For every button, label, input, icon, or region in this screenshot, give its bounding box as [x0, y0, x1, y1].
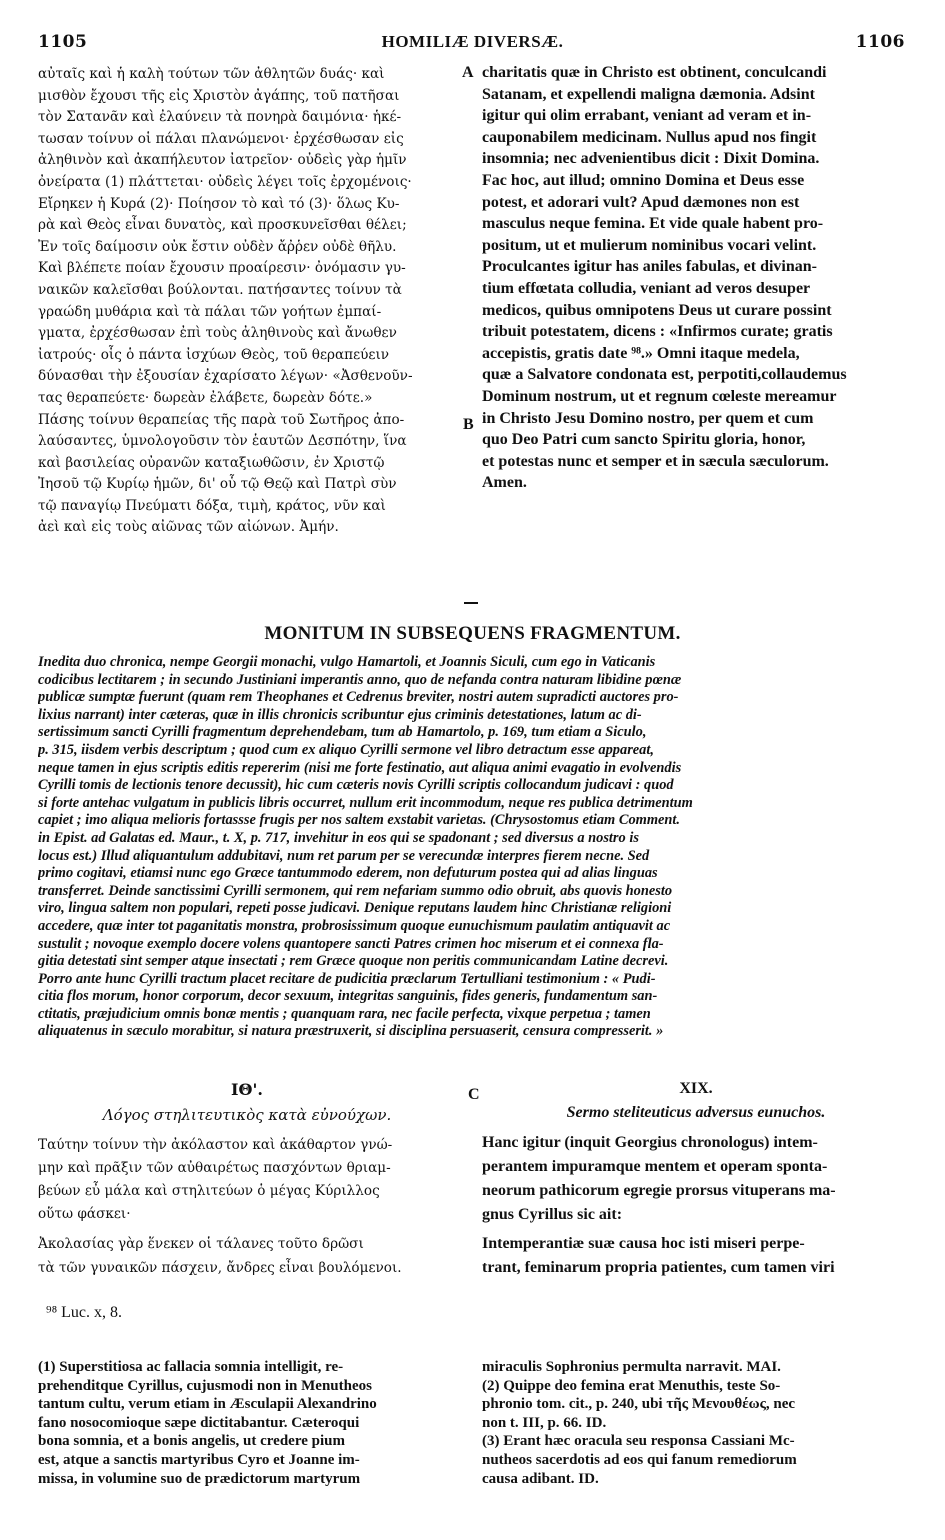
latin-text-line: quo Deo Patri cum sancto Spiritu gloria, honor, [482, 431, 806, 449]
greek-section-line: μην καὶ πρᾶξιν τῶν αὐθαιρέτως πασχόντων θριαμ- [38, 1160, 391, 1176]
footnote-line: prehenditque Cyrillus, cujusmodi non in Menutheos [38, 1377, 372, 1394]
monitum-line: sustulit ; novoque exemplo docere volens quantopere sancti Patres crimen hoc miserum et ei connexa fla- [38, 935, 664, 952]
latin-text-line: positum, ut et mulierum nominibus vocari velint. [482, 236, 817, 254]
running-title: HOMILIÆ DIVERSÆ. [381, 32, 564, 51]
latin-section-line: neorum pathicorum egregie prorsus vituperans ma- [482, 1182, 836, 1199]
latin-section-line: gnus Cyrillus sic ait: [482, 1206, 623, 1223]
greek-section-line: τὰ τῶν γυναικῶν πάσχειν, ἄνδρες εἶναι βουλόμενοι. [38, 1260, 402, 1276]
latin-text-line: in Christo Jesu Domino nostro, per quem et cum [482, 409, 814, 427]
latin-text-line: cauponabilem medicinam. Nullus apud nos fingit [482, 128, 817, 146]
greek-text-line: τωσαν τοίνυν οἱ πάλαι πλανώμενοι· ἐρχέσθωσαν εἰς [38, 130, 404, 147]
greek-text-line: Ἐν τοῖς δαίμοσιν οὐκ ἔστιν οὐδὲν ἄῤῥεν οὐδὲ θῆλυ. [38, 238, 397, 255]
monitum-line: aliquatenus in sæculo morabitur, si natura præstruxerit, si disciplina persuaserit, censura compresserit. » [38, 1023, 664, 1040]
footnote-line: phronio tom. cit., p. 240, ubi τῆς Μενουθέως, nec [482, 1396, 796, 1413]
section-separator [464, 602, 478, 604]
monitum-line: transferret. Deinde sanctissimi Cyrilli sermonem, qui rem nefariam summo odio obruit, abs quovis honesto [38, 882, 673, 899]
latin-text-line: Proculcantes igitur has aniles fabulas, et divinan- [482, 258, 817, 276]
greek-section-number: ΙΘ'. [231, 1080, 263, 1099]
greek-section-line: οὕτω φάσκει· [38, 1206, 131, 1222]
monitum-line: in Epist. ad Galatas ed. Maur., t. X, p. 717, invehitur in eos qui se spadonant ; sed diversus a nostro is [38, 829, 639, 846]
monitum-line: Porro ante hunc Cyrilli tractum placet recitare de pudicitia præclarum Tertulliani testimonium : « Pudi- [38, 970, 656, 987]
monitum-line: accedere, quæ inter tot paganitatis monstra, probrosissimum quoque eunuchismum paulatim antiquavit ac [38, 917, 671, 934]
footnote-line: (2) Quippe deo femina erat Menuthis, teste So- [482, 1377, 781, 1394]
greek-section-title: Λόγος στηλιτευτικὸς κατὰ εὐνούχων. [102, 1106, 392, 1124]
monitum-title: MONITUM IN SUBSEQUENS FRAGMENTUM. [264, 623, 681, 644]
greek-text-line: Εἴρηκεν ἡ Κυρά (2)· Ποίησον τὸ καὶ τό (3)· ὅλως Κυ- [38, 195, 400, 212]
footnote-line: (1) Superstitiosa ac fallacia somnia intelligit, re- [38, 1359, 344, 1375]
latin-text-line: medicos, quibus omnipotens Deus ut curare possint [482, 301, 832, 319]
latin-section-title: Sermo steliteuticus adversus eunuchos. [566, 1104, 826, 1121]
footnote-line: miraculis Sophronius permulta narravit. MAI. [482, 1359, 781, 1375]
footnote-line: fano nosocomioque sæpe dictitabantur. Cæteroqui [38, 1414, 360, 1431]
monitum-line: codicibus lectitarem ; in secundo Justiniani imperantis anno, quo de nefanda contra naturam libidine pœnæ [38, 671, 682, 688]
footnote-line: tantum cultu, verum etiam in Æsculapii Alexandrino [38, 1396, 377, 1413]
footnotes-right [482, 1358, 910, 1488]
greek-text-line: λαύσαντες, ὑμνολογοῦσιν τὸν ἑαυτῶν Δεσπότην, ἵνα [38, 433, 407, 450]
latin-text-line: masculus neque femina. Et vide quale habent pro- [482, 215, 824, 233]
greek-text-line: καὶ βασιλείας οὐρανῶν καταξιωθῶσιν, ἐν Χριστῷ [38, 454, 385, 471]
greek-text-line: μισθὸν ἔχουσι τῆς εἰς Χριστὸν ἀγάπης, τοῦ πατῆσαι [38, 87, 400, 104]
latin-text-line: Dominum nostrum, ut et regnum cœleste mereamur [482, 387, 837, 405]
greek-text-line: ἀληθινὸν καὶ ἀκαπήλευτον ἰατρεῖον· οὐδεὶς γὰρ ἡμῖν [38, 152, 407, 169]
greek-section-line: Ταύτην τοίνυν τὴν ἀκόλαστον καὶ ἀκάθαρτον γνώ- [38, 1137, 393, 1153]
latin-text-line: Fac hoc, aut illud; omnino Domina et Deus esse [482, 171, 805, 189]
monitum-line: p. 315, iisdem verbis descriptum ; quod cum ex aliquo Cyrilli sermone vel libro detractum esse appareat, [38, 741, 654, 758]
monitum-line: lixius narrant) inter cæteras, quæ in illis chronicis scribuntur ejus criminis detestationes, latum ac di- [38, 706, 642, 723]
latin-text-line: quæ a Salvatore condonata est, perpotiti,collaudemus [482, 366, 847, 384]
greek-section-line: Ἀκολασίας γὰρ ἕνεκεν οἱ τάλανες τοῦτο δρῶσι [38, 1236, 364, 1252]
margin-letter-a: A [462, 64, 474, 81]
greek-section-line: βεύων εὖ μάλα καὶ στηλιτεύων ὁ μέγας Κύριλλος [38, 1183, 380, 1199]
latin-text-line: Satanam, et expellendi maligna dæmonia. Adsint [482, 85, 815, 103]
greek-text-line: ρὰ καὶ Θεὸς εἶναι δυνατὸς, καὶ προσκυνεῖσθαι θέλει; [38, 217, 407, 234]
greek-text-line: Ἰησοῦ τῷ Κυρίῳ ἡμῶν, δι' οὗ τῷ Θεῷ καὶ Πατρὶ σὺν [38, 476, 397, 493]
footnote-line: causa adibant. ID. [482, 1470, 599, 1487]
greek-text-line: αὐταῖς καὶ ἡ καλὴ τούτων τῶν ἀθλητῶν δυάς· καὶ [38, 66, 385, 82]
margin-letter-b: B [463, 416, 474, 433]
footnote-line: non t. III, p. 66. ID. [482, 1414, 607, 1431]
latin-section-line: Intemperantiæ suæ causa hoc isti miseri perpe- [482, 1235, 805, 1252]
latin-text-line: potest, et adorari vult? Apud dæmones non est [482, 193, 800, 211]
greek-column [38, 64, 456, 539]
right-page-number: 1106 [855, 32, 905, 52]
latin-text-line: tium effœtata colludia, veniant ad veros desuper [482, 279, 811, 297]
latin-section-number: XIX. [679, 1080, 713, 1097]
greek-text-line: ἀεὶ καὶ εἰς τοὺς αἰῶνας τῶν αἰώνων. Ἀμήν. [38, 519, 339, 536]
footnote-line: (3) Erant hæc oracula seu responsa Cassiani Mc- [482, 1433, 795, 1450]
greek-text-line: γματα, ἐρχέσθωσαν ἐπὶ τοὺς ἀληθινοὺς καὶ ἄνωθεν [38, 325, 397, 342]
monitum-line: capiet ; imo aliqua melioris fortassse frugis per nos saltem exstabit varietas. (Chrysostomus etiam Comment. [38, 812, 681, 829]
greek-text-line: ναικῶν καλεῖσθαι βούλονται. πατήσαντες τοίνυν τὰ [38, 281, 402, 298]
monitum-line: Cyrilli tomis de lectionis tenore decussit), hic cum cæteris novis Cyrilli scriptis collocandum judicavi : quod [38, 777, 674, 794]
left-page-number: 1105 [38, 32, 88, 52]
monitum-line: sertissimum sancti Cyrilli fragmentum deprehendebam, tum ab Hamartolo, p. 169, tum etiam a Siculo, [38, 724, 647, 741]
monitum-line: ctitatis, præjudicium omnis bonæ mentis ; quanquam rara, nec facile perfecta, vixque perpetua ; tamen [38, 1005, 651, 1022]
latin-section-para2 [482, 1232, 910, 1280]
monitum-line: locus est.) Illud aliquantulum addubitavi, num ret parum per se verecundæ interpres fierem necne. Sed [38, 847, 650, 864]
footnotes-left [38, 1358, 456, 1488]
scripture-reference: ⁹⁸ Luc. x, 8. [46, 1304, 123, 1321]
monitum-line: si forte antehac vulgatum in publicis libris occurret, nullum erit incommodum, neque res publica detrimentum [38, 794, 693, 811]
latin-text-line: igitur qui olim errabant, veniant ad veram et in- [482, 107, 812, 125]
latin-column [482, 62, 910, 494]
greek-text-line: ὀνείρατα (1) πλάττεται· οὐδεὶς λέγει τοῖς ἐρχομένοις· [38, 173, 412, 190]
greek-section-para2 [38, 1232, 456, 1280]
latin-text-line: charitatis quæ in Christo est obtinent, conculcandi [482, 64, 827, 81]
footnote-line: missa, in volumine suo de prædictorum martyrum [38, 1470, 361, 1487]
latin-text-line: et potestas nunc et semper et in sæcula sæculorum. [482, 452, 829, 470]
footnote-line: est, atque a sanctis martyribus Cyro et Joanne im- [38, 1451, 360, 1468]
latin-text-line: Amen. [482, 474, 527, 492]
latin-text-line: insomnia; nec advenientibus dicit : Dixit Domina. [482, 150, 820, 168]
greek-section-para1 [38, 1134, 456, 1226]
monitum-line: neque tamen in ejus scriptis editis repererim (nisi me forte festinatio, aut aliqua animi evagatio in evolvendis [38, 759, 682, 776]
footnote-line: nutheos sacerdotis ad eos qui fanum remediorum [482, 1451, 797, 1468]
latin-section-line: Hanc igitur (inquit Georgius chronologus) intem- [482, 1134, 818, 1151]
monitum-line: gitia detestati sint semper atque insectati ; rem Græce quoque non peritis communicandam Latine decrevi. [38, 953, 669, 970]
latin-section-line: perantem impuramque mentem et operam sponta- [482, 1158, 828, 1175]
monitum-text [38, 654, 910, 1041]
greek-text-line: τῷ παναγίῳ Πνεύματι δόξα, τιμὴ, κράτος, νῦν καὶ [38, 497, 386, 514]
greek-text-line: ἰατρούς· οἷς ὁ πάντα ἰσχύων Θεὸς, τοῦ θεραπεύειν [38, 346, 390, 363]
monitum-line: viro, lingua saltem non populari, repeti posse judicavi. Denique reputans laudem hinc Christianæ religioni [38, 900, 672, 917]
greek-text-line: τας θεραπεύετε· δωρεὰν ἐλάβετε, δωρεὰν δότε.» [38, 389, 373, 406]
latin-text-line: accepistis, gratis date ⁹⁸.» Omni itaque medela, [482, 344, 800, 362]
monitum-line: publicæ sumptæ fuerunt (quam rem Theophanes et Cedrenus breviter, nostri autem supradicti auctores pro- [38, 689, 679, 706]
latin-text-line: tribuit potestatem, dicens : «Infirmos curate; gratis [482, 323, 833, 341]
footnote-line: bona somnia, et a bonis angelis, ut credere pium [38, 1433, 345, 1450]
monitum-line: primo cogitavi, etiamsi nunc ego Græce tantummodo ederem, non defuturum postea qui ad alias linguas [38, 865, 658, 882]
monitum-line: Inedita duo chronica, nempe Georgii monachi, vulgo Hamartoli, et Joannis Siculi, cum ego in Vaticanis [38, 654, 656, 670]
greek-text-line: Πάσης τοίνυν θεραπείας τῆς παρὰ τοῦ Σωτῆρος ἀπο- [38, 411, 405, 428]
greek-text-line: τὸν Σατανᾶν καὶ ἐλαύνειν τὰ πονηρὰ δαιμόνια· ἡκέ- [38, 109, 402, 126]
latin-section-para1 [482, 1131, 910, 1227]
monitum-line: citia flos morum, honor corporum, decor sexuum, integritas sanguinis, fides generis, fundamentum san- [38, 988, 658, 1005]
greek-text-line: Καὶ βλέπετε ποίαν ἔχουσιν προαίρεσιν· ὀνόμασιν γυ- [38, 260, 406, 277]
greek-text-line: γραώδη μυθάρια καὶ τὰ πάλαι τῶν γοήτων ἐμπαί- [38, 303, 382, 320]
greek-text-line: δύνασθαι τὴν ἐξουσίαν ἐχαρίσατο λέγων· «Ἀσθενοῦν- [38, 368, 413, 385]
latin-section-line: trant, feminarum propria patientes, cum tamen viri [482, 1259, 835, 1276]
margin-letter-c: C [468, 1086, 480, 1103]
